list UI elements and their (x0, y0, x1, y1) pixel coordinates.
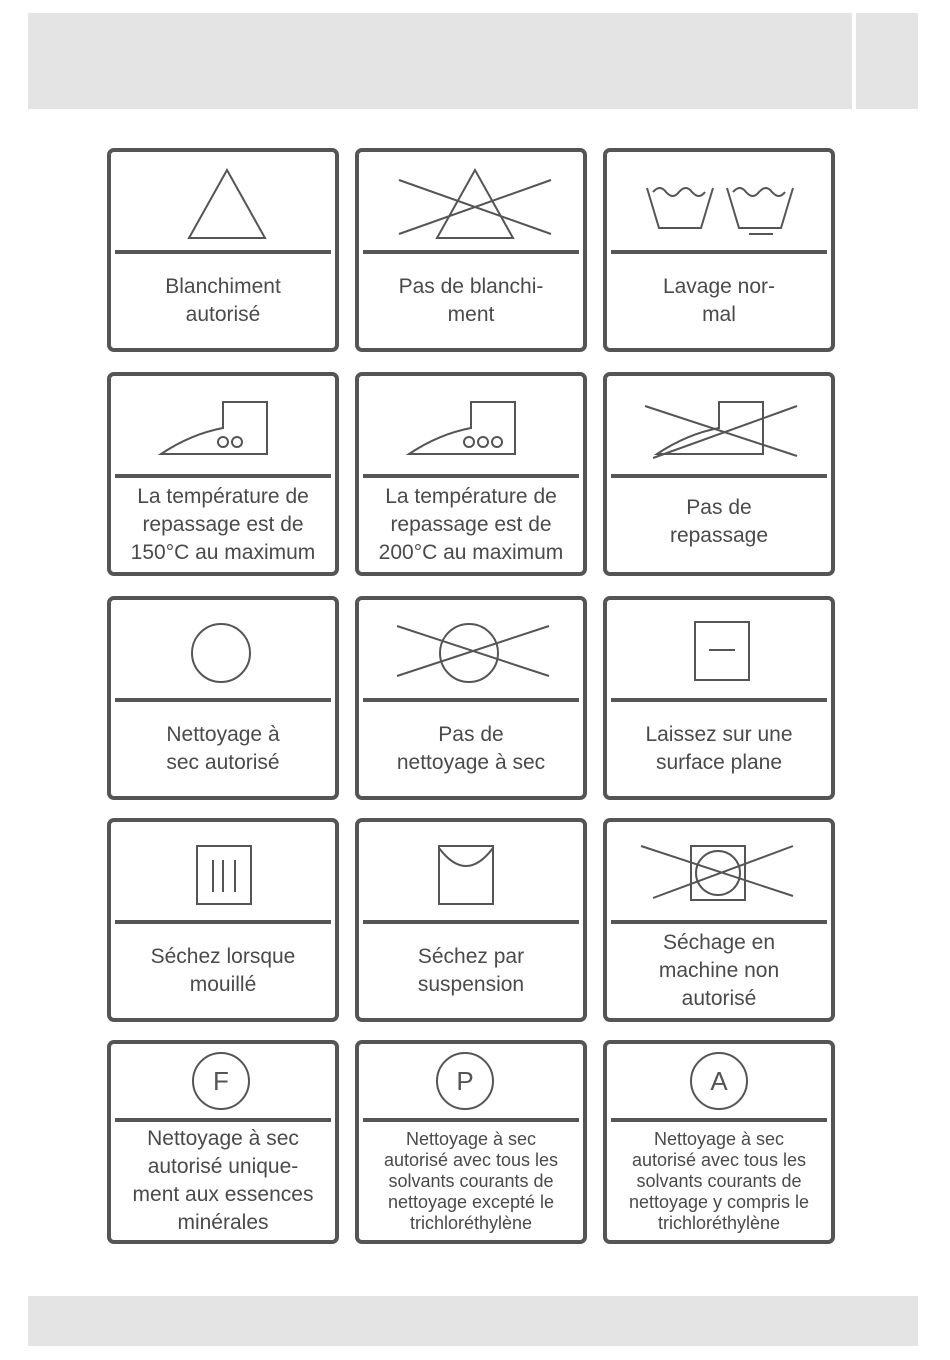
card-label: Séchez lorsque mouillé (150, 945, 296, 996)
card-label: Pas de nettoyage à sec (396, 723, 546, 774)
dry-flat-icon (607, 600, 831, 698)
care-card-dry-clean-f (107, 1040, 339, 1244)
card-divider (115, 474, 331, 478)
no-bleach-icon (359, 152, 583, 250)
card-divider (611, 474, 827, 478)
card-label: Séchage en machine non autorisé (658, 931, 780, 1010)
card-divider (115, 1118, 331, 1122)
care-card-drip-dry (107, 818, 339, 1022)
card-label: Pas de repassage (669, 496, 769, 547)
card-label: Blanchiment autorisé (165, 275, 281, 326)
card-divider (611, 1118, 827, 1122)
card-divider (611, 698, 827, 702)
card-label: Nettoyage à sec autorisé (166, 723, 280, 774)
care-card-bleach-allowed (107, 148, 339, 352)
care-card-no-iron (603, 372, 835, 576)
bleach-allowed-icon (111, 152, 335, 250)
care-card-line-dry (355, 818, 587, 1022)
card-divider (115, 250, 331, 254)
card-divider (115, 698, 331, 702)
circle-letter: P (456, 1066, 474, 1096)
card-label: Lavage nor- mal (662, 275, 776, 326)
care-card-no-tumble-dry (603, 818, 835, 1022)
iron-200-icon (359, 376, 583, 474)
card-label: Nettoyage à sec autorisé avec tous les solvants courants de nettoyage y compris le trichloréthylène (628, 1128, 810, 1233)
circle-letter: F (213, 1066, 229, 1096)
dry-clean-icon (111, 600, 335, 698)
care-card-dry-clean-a (603, 1040, 835, 1244)
drip-dry-icon (111, 822, 335, 920)
card-divider (363, 698, 579, 702)
card-divider (115, 920, 331, 924)
footer-band (28, 1296, 918, 1346)
care-card-no-dry-clean (355, 596, 587, 800)
card-divider (363, 250, 579, 254)
card-label: Nettoyage à sec autorisé avec tous les solvants courants de nettoyage excepté le trichloréthylène (383, 1128, 559, 1233)
card-label: Séchez par suspension (417, 945, 525, 996)
no-tumble-dry-icon (607, 822, 831, 920)
care-card-no-bleach (355, 148, 587, 352)
care-card-dry-clean-p (355, 1040, 587, 1244)
card-divider (363, 474, 579, 478)
care-card-dry-flat (603, 596, 835, 800)
card-divider (363, 1118, 579, 1122)
care-card-iron-150 (107, 372, 339, 576)
card-label: Pas de blanchi- ment (398, 275, 544, 326)
card-label: Nettoyage à sec autorisé unique- ment aux essences minérales (132, 1127, 314, 1234)
card-divider (363, 920, 579, 924)
no-iron-icon (607, 376, 831, 474)
card-divider (611, 920, 827, 924)
care-card-iron-200 (355, 372, 587, 576)
card-label: La température de repassage est de 200°C au maximum (378, 485, 564, 564)
card-label: La température de repassage est de 150°C au maximum (130, 485, 316, 564)
card-label: Laissez sur une surface plane (645, 723, 793, 774)
iron-150-icon (111, 376, 335, 474)
care-card-dry-clean (107, 596, 339, 800)
line-dry-icon (359, 822, 583, 920)
circle-letter: A (710, 1066, 728, 1096)
care-card-normal-wash (603, 148, 835, 352)
card-divider (611, 250, 827, 254)
normal-wash-icon (607, 152, 831, 250)
no-dry-clean-icon (359, 600, 583, 698)
